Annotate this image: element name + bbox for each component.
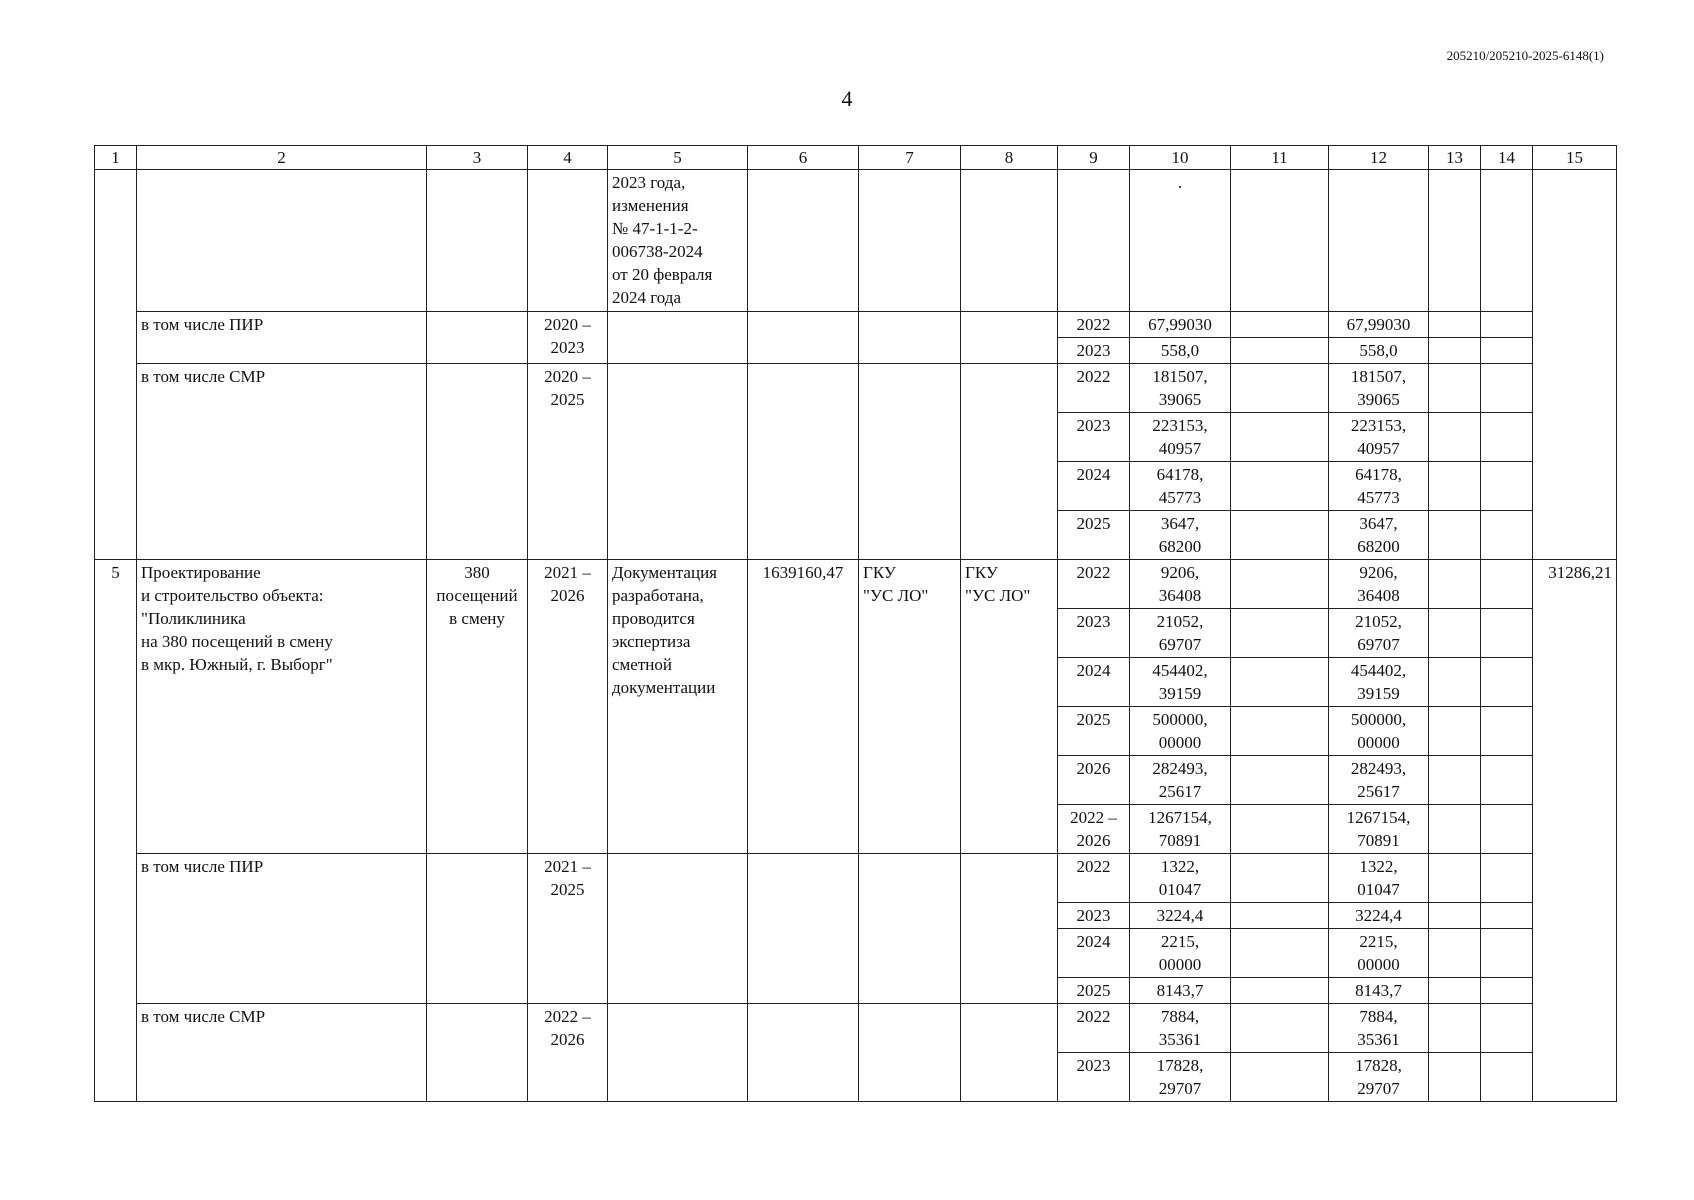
cost-cell: 1639160,47 (748, 560, 859, 854)
table-cell (1481, 170, 1533, 312)
amount-cell: 8143,7 (1329, 978, 1429, 1004)
table-cell (1231, 413, 1329, 462)
table-cell (1231, 338, 1329, 364)
year-cell: 2022 (1058, 1004, 1130, 1053)
table-cell (748, 170, 859, 312)
column-header: 10 (1130, 146, 1231, 170)
amount-cell: 558,0 (1130, 338, 1231, 364)
amount-cell: 21052, 69707 (1329, 609, 1429, 658)
column-header: 6 (748, 146, 859, 170)
column-header: 5 (608, 146, 748, 170)
table-cell (1481, 658, 1533, 707)
table-cell (1429, 658, 1481, 707)
column-header: 7 (859, 146, 961, 170)
table-cell (1329, 170, 1429, 312)
table-cell (1481, 609, 1533, 658)
table-cell (1429, 929, 1481, 978)
amount-cell: 181507, 39065 (1329, 364, 1429, 413)
table-cell (1231, 511, 1329, 560)
table-cell (1231, 805, 1329, 854)
table-cell (1429, 413, 1481, 462)
table-cell (1481, 312, 1533, 338)
amount-cell: 282493, 25617 (1130, 756, 1231, 805)
table-cell (1481, 364, 1533, 413)
table-cell (1481, 805, 1533, 854)
object-name-cell: Проектирование и строительство объекта: "Поликлиника на 380 посещений в смену в мкр. Южный, г. Выборг" (137, 560, 427, 854)
amount-cell: 454402, 39159 (1130, 658, 1231, 707)
column-header: 1 (95, 146, 137, 170)
table-cell (1429, 903, 1481, 929)
amount-cell: 1322, 01047 (1329, 854, 1429, 903)
row-number: 5 (95, 560, 137, 1102)
column-header: 12 (1329, 146, 1429, 170)
amount-cell: 3647, 68200 (1130, 511, 1231, 560)
amount-cell: 454402, 39159 (1329, 658, 1429, 707)
table-cell (1429, 854, 1481, 903)
table-cell (1429, 609, 1481, 658)
table-row (95, 854, 1617, 903)
table-cell (1429, 560, 1481, 609)
table-cell (1231, 312, 1329, 338)
table-cell (427, 1004, 528, 1102)
column-header: 8 (961, 146, 1058, 170)
amount-cell: 1267154, 70891 (1130, 805, 1231, 854)
table-cell (961, 170, 1058, 312)
table-cell (1231, 929, 1329, 978)
table-cell (1481, 978, 1533, 1004)
column-header: 15 (1533, 146, 1617, 170)
table-cell (1429, 805, 1481, 854)
column-header: 9 (1058, 146, 1130, 170)
table-cell (1429, 364, 1481, 413)
table-cell (859, 364, 961, 560)
year-cell: 2024 (1058, 929, 1130, 978)
table-cell (1481, 1004, 1533, 1053)
table-cell (427, 854, 528, 1004)
table-cell (1231, 978, 1329, 1004)
customer-cell: ГКУ "УС ЛО" (859, 560, 961, 854)
row-label: в том числе ПИР (137, 312, 427, 364)
year-cell: 2023 (1058, 338, 1130, 364)
table-cell (1481, 338, 1533, 364)
table-cell (1429, 170, 1481, 312)
table-cell (1481, 462, 1533, 511)
table-cell (1058, 170, 1130, 312)
amount-cell: 558,0 (1329, 338, 1429, 364)
year-cell: 2023 (1058, 609, 1130, 658)
column-header: 4 (528, 146, 608, 170)
column-header: 11 (1231, 146, 1329, 170)
table-cell (427, 312, 528, 364)
period-cell: 2021 – 2025 (528, 854, 608, 1004)
table-cell (748, 1004, 859, 1102)
amount-cell: 1322, 01047 (1130, 854, 1231, 903)
amount-cell: 7884, 35361 (1329, 1004, 1429, 1053)
table-cell (748, 312, 859, 364)
page-number: 4 (841, 86, 853, 111)
table-cell (608, 1004, 748, 1102)
year-cell: 2022 (1058, 312, 1130, 338)
row-label: в том числе ПИР (137, 854, 427, 1004)
developer-cell: ГКУ "УС ЛО" (961, 560, 1058, 854)
table-cell (1481, 929, 1533, 978)
table-cell (1429, 1004, 1481, 1053)
continuation-row (95, 170, 1617, 312)
year-cell: 2025 (1058, 511, 1130, 560)
table-row (95, 1004, 1617, 1053)
period-cell: 2020 – 2023 (528, 312, 608, 364)
table-cell (748, 854, 859, 1004)
table-cell (1481, 903, 1533, 929)
amount-cell: 2215, 00000 (1329, 929, 1429, 978)
year-cell: 2022 – 2026 (1058, 805, 1130, 854)
amount-cell: 64178, 45773 (1130, 462, 1231, 511)
amount-cell: 3224,4 (1329, 903, 1429, 929)
amount-cell: 181507, 39065 (1130, 364, 1231, 413)
table-cell (1429, 1053, 1481, 1102)
table-cell (95, 170, 137, 560)
table-cell (1231, 1004, 1329, 1053)
table-cell (1231, 903, 1329, 929)
amount-cell: 223153, 40957 (1130, 413, 1231, 462)
capacity-cell: 380 посещений в смену (427, 560, 528, 854)
amount-cell: 8143,7 (1130, 978, 1231, 1004)
approval-text-cell: 2023 года, изменения № 47-1-1-2- 006738-2024 от 20 февраля 2024 года (608, 170, 748, 312)
table-cell (961, 854, 1058, 1004)
table-cell (961, 364, 1058, 560)
amount-cell: 67,99030 (1130, 312, 1231, 338)
amount-cell: 9206, 36408 (1130, 560, 1231, 609)
row-label: в том числе СМР (137, 364, 427, 560)
col15-value-cell: 31286,21 (1533, 560, 1617, 1102)
amount-cell: 64178, 45773 (1329, 462, 1429, 511)
table-cell (1231, 658, 1329, 707)
table-cell (1481, 707, 1533, 756)
table-cell (859, 312, 961, 364)
year-cell: 2022 (1058, 560, 1130, 609)
investment-program-table (94, 145, 1617, 1102)
table-cell (1429, 978, 1481, 1004)
table-cell (1429, 511, 1481, 560)
table-cell (528, 170, 608, 312)
year-cell: 2023 (1058, 1053, 1130, 1102)
table-cell (1481, 560, 1533, 609)
table-row (95, 560, 1617, 609)
status-cell: Документация разработана, проводится экспертиза сметной документации (608, 560, 748, 854)
amount-cell: 223153, 40957 (1329, 413, 1429, 462)
table-cell (1481, 1053, 1533, 1102)
year-cell: 2025 (1058, 707, 1130, 756)
table-cell (1481, 756, 1533, 805)
table-cell (1429, 707, 1481, 756)
table-cell (1429, 338, 1481, 364)
column-header: 14 (1481, 146, 1533, 170)
amount-cell: 17828, 29707 (1130, 1053, 1231, 1102)
period-cell: 2022 – 2026 (528, 1004, 608, 1102)
table-cell (1481, 854, 1533, 903)
table-row (95, 364, 1617, 413)
table-cell (1429, 756, 1481, 805)
year-cell: 2023 (1058, 413, 1130, 462)
table-cell (1231, 854, 1329, 903)
year-cell: 2022 (1058, 364, 1130, 413)
table-cell (1231, 170, 1329, 312)
amount-cell: 21052, 69707 (1130, 609, 1231, 658)
table-cell (1231, 1053, 1329, 1102)
table-cell (1231, 707, 1329, 756)
column-header: 2 (137, 146, 427, 170)
year-cell: 2024 (1058, 658, 1130, 707)
table-cell (1429, 312, 1481, 338)
column-numbers-row (95, 146, 1617, 170)
table-cell (1231, 756, 1329, 805)
year-cell: 2024 (1058, 462, 1130, 511)
amount-cell: 500000, 00000 (1130, 707, 1231, 756)
amount-cell: 17828, 29707 (1329, 1053, 1429, 1102)
table-cell (1481, 413, 1533, 462)
document-number: 205210/205210-2025-6148(1) (1446, 48, 1604, 63)
table-cell (427, 364, 528, 560)
table-cell (961, 312, 1058, 364)
amount-cell: 2215, 00000 (1130, 929, 1231, 978)
amount-cell: 282493, 25617 (1329, 756, 1429, 805)
year-cell: 2025 (1058, 978, 1130, 1004)
table-cell (137, 170, 427, 312)
table-cell (1481, 511, 1533, 560)
table-cell (1231, 560, 1329, 609)
table-cell (1231, 364, 1329, 413)
table-cell (608, 854, 748, 1004)
table-cell (427, 170, 528, 312)
table-row (95, 312, 1617, 338)
amount-cell: 500000, 00000 (1329, 707, 1429, 756)
period-cell: 2020 – 2025 (528, 364, 608, 560)
amount-cell: 3224,4 (1130, 903, 1231, 929)
table-cell (1533, 170, 1617, 560)
table-cell (859, 170, 961, 312)
amount-cell: 67,99030 (1329, 312, 1429, 338)
amount-cell: 9206, 36408 (1329, 560, 1429, 609)
column-header: 13 (1429, 146, 1481, 170)
year-cell: 2023 (1058, 903, 1130, 929)
amount-cell: 3647, 68200 (1329, 511, 1429, 560)
column-header: 3 (427, 146, 528, 170)
table-cell (1231, 462, 1329, 511)
table-cell (608, 364, 748, 560)
period-cell: 2021 – 2026 (528, 560, 608, 854)
table-cell (1429, 462, 1481, 511)
table-cell (1231, 609, 1329, 658)
amount-cell: 1267154, 70891 (1329, 805, 1429, 854)
amount-cell: 7884, 35361 (1130, 1004, 1231, 1053)
table-cell (859, 854, 961, 1004)
table-cell: . (1130, 170, 1231, 312)
row-label: в том числе СМР (137, 1004, 427, 1102)
year-cell: 2022 (1058, 854, 1130, 903)
year-cell: 2026 (1058, 756, 1130, 805)
table-cell (608, 312, 748, 364)
table-cell (961, 1004, 1058, 1102)
table-cell (748, 364, 859, 560)
table-cell (859, 1004, 961, 1102)
